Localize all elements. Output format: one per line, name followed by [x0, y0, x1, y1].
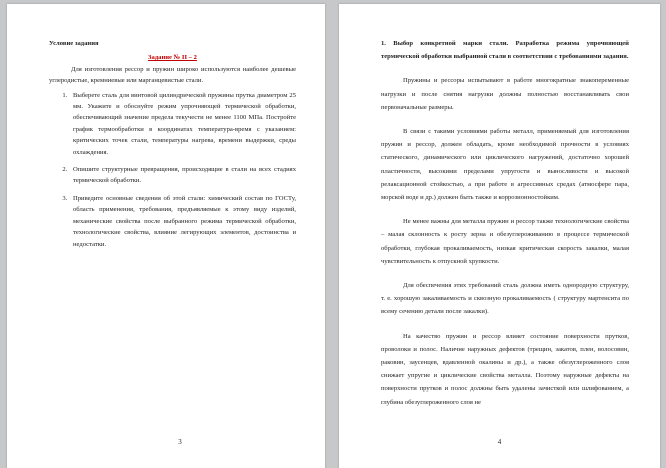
section-heading: 1. Выбор конкретной марки стали. Разработка режима упрочняющей термической обработки выбранной стали в соответствии с требованиями задания.	[381, 40, 629, 61]
document-page-3	[7, 4, 325, 468]
task-item-3: 3. Приведите основные сведения об этой стали: химический состав по ГОСТу, область применения, требования, предъявляемые к этому виду изделий, механические свойства после выбранного режима термической обработки, технологические свойства, влияние легирующих элементов, достоинства и недостатки.	[69, 193, 296, 250]
body-paragraph: В связи с такими условиями работы металл, применяемый для изготовления пружин и рессор, должен обладать, кроме необходимой прочности в условиях статического, динамического или циклического нагружений, достаточно хорошей пластичности, высокими пределами упругости и выносливости и высокой релаксационной стойкостью, а при работе в агрессивных средах (атмосфере пара, морской воде и др.) должен быть также и коррозионностойким.	[381, 128, 629, 202]
page-number: 3	[178, 438, 182, 446]
body-paragraph: На качество пружин и рессор влияет состояние поверхности прутков, проволоки и полос. Наличие наружных дефектов (трещин, закатов, плен, волосовин, раковин, заусенцев, вдавленной окалины и др.), а также обезуглероженного слоя снижает упругие и циклические свойства металла. Поэтому наружные дефекты на поверхности прутков и полос должны быть удалены зачисткой или шлифованием, а глубина обезуглероженного слоя не	[381, 332, 629, 406]
page-number: 4	[497, 438, 502, 446]
intro-paragraph: Для изготовления рессор и пружин широко используются наиболее дешевые углеродистые, кремниевые или марганцевистые стали.	[49, 65, 296, 85]
task-item-1: 1. Выберете сталь для винтовой цилиндрической пружины прутка диаметром 25 мм. Укажите и обоснуйте режим упрочняющей термической обработки, обеспечивающий значение предела текучести не менее 1100 МПа. Постройте график термообработки в координатах температура-время с указанием: критических точек стали, температуры нагрева, времени выдержки, среды охлаждения.	[69, 90, 296, 158]
task-list	[49, 90, 296, 250]
page-3-content	[49, 38, 296, 256]
body-paragraph: Для обеспечения этих требований сталь должна иметь однородную структуру, т. е. хорошую закаливаемость и сквозную прокаливаемость ( структуру мартенсита по всему сечению детали после закалки).	[381, 282, 629, 316]
task-title: Задание № II – 2	[148, 54, 197, 62]
body-paragraph: Пружины и рессоры испытывают в работе многократные знакопеременные нагрузки и после снятия нагрузки должны полностью восстанавливать свои первоначальные размеры.	[381, 77, 629, 111]
task-item-2: 2. Опишите структурные превращения, происходящие в стали на всех стадиях термической обработки.	[69, 164, 296, 187]
assignment-heading: Условие задания	[49, 40, 99, 47]
page-4-content	[381, 37, 629, 420]
body-paragraph: Не менее важны для металла пружин и рессор также технологические свойства – малая склонность к росту зерна и обезуглероживанию в процессе термической обработки, глубокая прокаливаемость, низкая критическая скорость закалки, малая чувствительность к отпускной хрупкости.	[381, 218, 629, 265]
document-page-4	[339, 4, 660, 468]
